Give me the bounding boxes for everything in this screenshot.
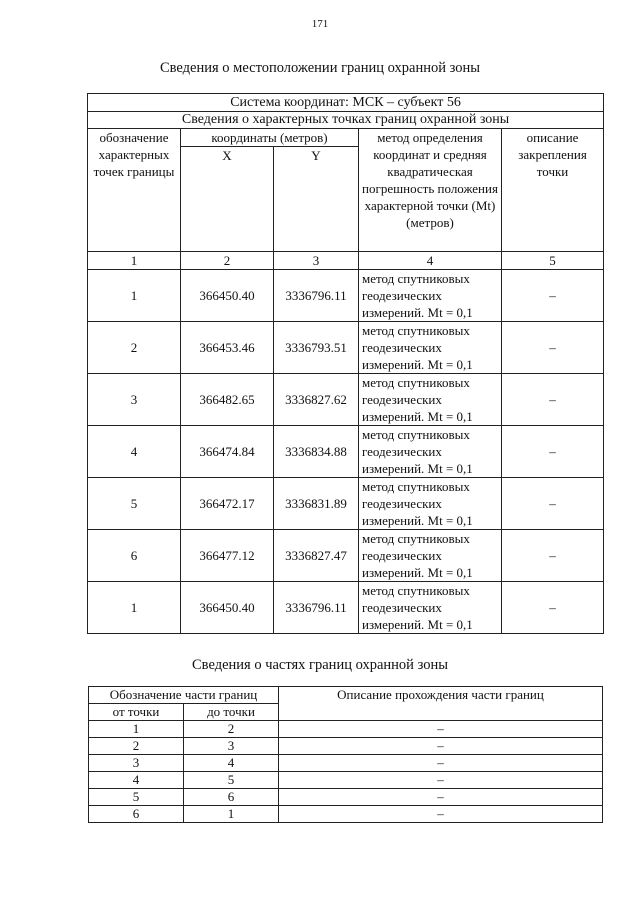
- column-number: 4: [359, 252, 502, 270]
- point-description: –: [502, 530, 604, 582]
- method-text: метод спутниковых геодезических измерений. Mt = 0,1: [359, 374, 502, 426]
- header-method: метод определения координат и средняя квадратическая погрешность положения характерной точки (Mt) (метров): [359, 129, 502, 252]
- to-point: 6: [184, 789, 279, 806]
- column-number: 1: [88, 252, 181, 270]
- header-part: Обозначение части границ: [89, 687, 279, 704]
- point-description: –: [502, 270, 604, 322]
- table-row: [88, 582, 604, 634]
- table-row: [88, 478, 604, 530]
- point-description: –: [502, 582, 604, 634]
- from-point: 1: [89, 721, 184, 738]
- header-from: от точки: [89, 704, 184, 721]
- coord-y: 3336834.88: [274, 426, 359, 478]
- method-text: метод спутниковых геодезических измерений. Mt = 0,1: [359, 530, 502, 582]
- point-number: 3: [88, 374, 181, 426]
- part-description: –: [279, 806, 603, 823]
- table-row: [88, 426, 604, 478]
- table-row: [88, 270, 604, 322]
- method-text: метод спутниковых геодезических измерений. Mt = 0,1: [359, 478, 502, 530]
- column-number: 2: [181, 252, 274, 270]
- table-row: [89, 721, 603, 738]
- points-caption: Сведения о характерных точках границ охранной зоны: [88, 112, 604, 129]
- coord-x: 366453.46: [181, 322, 274, 374]
- from-point: 3: [89, 755, 184, 772]
- header-description: описание закрепления точки: [502, 129, 604, 252]
- coord-x: 366450.40: [181, 582, 274, 634]
- part-description: –: [279, 772, 603, 789]
- column-number: 3: [274, 252, 359, 270]
- point-description: –: [502, 374, 604, 426]
- from-point: 4: [89, 772, 184, 789]
- header-y: Y: [274, 147, 359, 252]
- point-number: 1: [88, 582, 181, 634]
- coord-y: 3336796.11: [274, 582, 359, 634]
- coord-y: 3336796.11: [274, 270, 359, 322]
- point-description: –: [502, 426, 604, 478]
- table-row: [89, 772, 603, 789]
- table-row: [88, 530, 604, 582]
- column-number: 5: [502, 252, 604, 270]
- point-number: 5: [88, 478, 181, 530]
- to-point: 2: [184, 721, 279, 738]
- table-row: [89, 806, 603, 823]
- table-row: [88, 322, 604, 374]
- part-description: –: [279, 738, 603, 755]
- from-point: 5: [89, 789, 184, 806]
- coord-y: 3336831.89: [274, 478, 359, 530]
- coordinates-table: [87, 93, 604, 634]
- coord-x: 366474.84: [181, 426, 274, 478]
- point-number: 2: [88, 322, 181, 374]
- method-text: метод спутниковых геодезических измерений. Mt = 0,1: [359, 582, 502, 634]
- coord-y: 3336827.47: [274, 530, 359, 582]
- from-point: 2: [89, 738, 184, 755]
- header-x: X: [181, 147, 274, 252]
- coord-x: 366472.17: [181, 478, 274, 530]
- section-title-boundaries: Сведения о местоположении границ охранной зоны: [159, 60, 480, 76]
- boundary-parts-table: [88, 686, 603, 823]
- coord-x: 366482.65: [181, 374, 274, 426]
- part-description: –: [279, 721, 603, 738]
- point-description: –: [502, 322, 604, 374]
- part-description: –: [279, 789, 603, 806]
- table-row: [89, 789, 603, 806]
- to-point: 4: [184, 755, 279, 772]
- header-coordinates: координаты (метров): [181, 129, 359, 147]
- method-text: метод спутниковых геодезических измерений. Mt = 0,1: [359, 426, 502, 478]
- table-row: [89, 755, 603, 772]
- coord-x: 366477.12: [181, 530, 274, 582]
- point-number: 1: [88, 270, 181, 322]
- point-number: 6: [88, 530, 181, 582]
- to-point: 1: [184, 806, 279, 823]
- method-text: метод спутниковых геодезических измерений. Mt = 0,1: [359, 322, 502, 374]
- coord-x: 366450.40: [181, 270, 274, 322]
- to-point: 3: [184, 738, 279, 755]
- page-number: 171: [311, 18, 329, 30]
- to-point: 5: [184, 772, 279, 789]
- coord-y: 3336827.62: [274, 374, 359, 426]
- table-row: [89, 738, 603, 755]
- coordinate-system-caption: Система координат: МСК – субъект 56: [88, 94, 604, 112]
- part-description: –: [279, 755, 603, 772]
- method-text: метод спутниковых геодезических измерений. Mt = 0,1: [359, 270, 502, 322]
- coord-y: 3336793.51: [274, 322, 359, 374]
- point-number: 4: [88, 426, 181, 478]
- header-to: до точки: [184, 704, 279, 721]
- section-title-parts: Сведения о частях границ охранной зоны: [192, 657, 448, 673]
- point-description: –: [502, 478, 604, 530]
- header-point: обозначение характерных точек границы: [88, 129, 181, 252]
- from-point: 6: [89, 806, 184, 823]
- table-row: [88, 374, 604, 426]
- header-part-description: Описание прохождения части границ: [279, 687, 603, 721]
